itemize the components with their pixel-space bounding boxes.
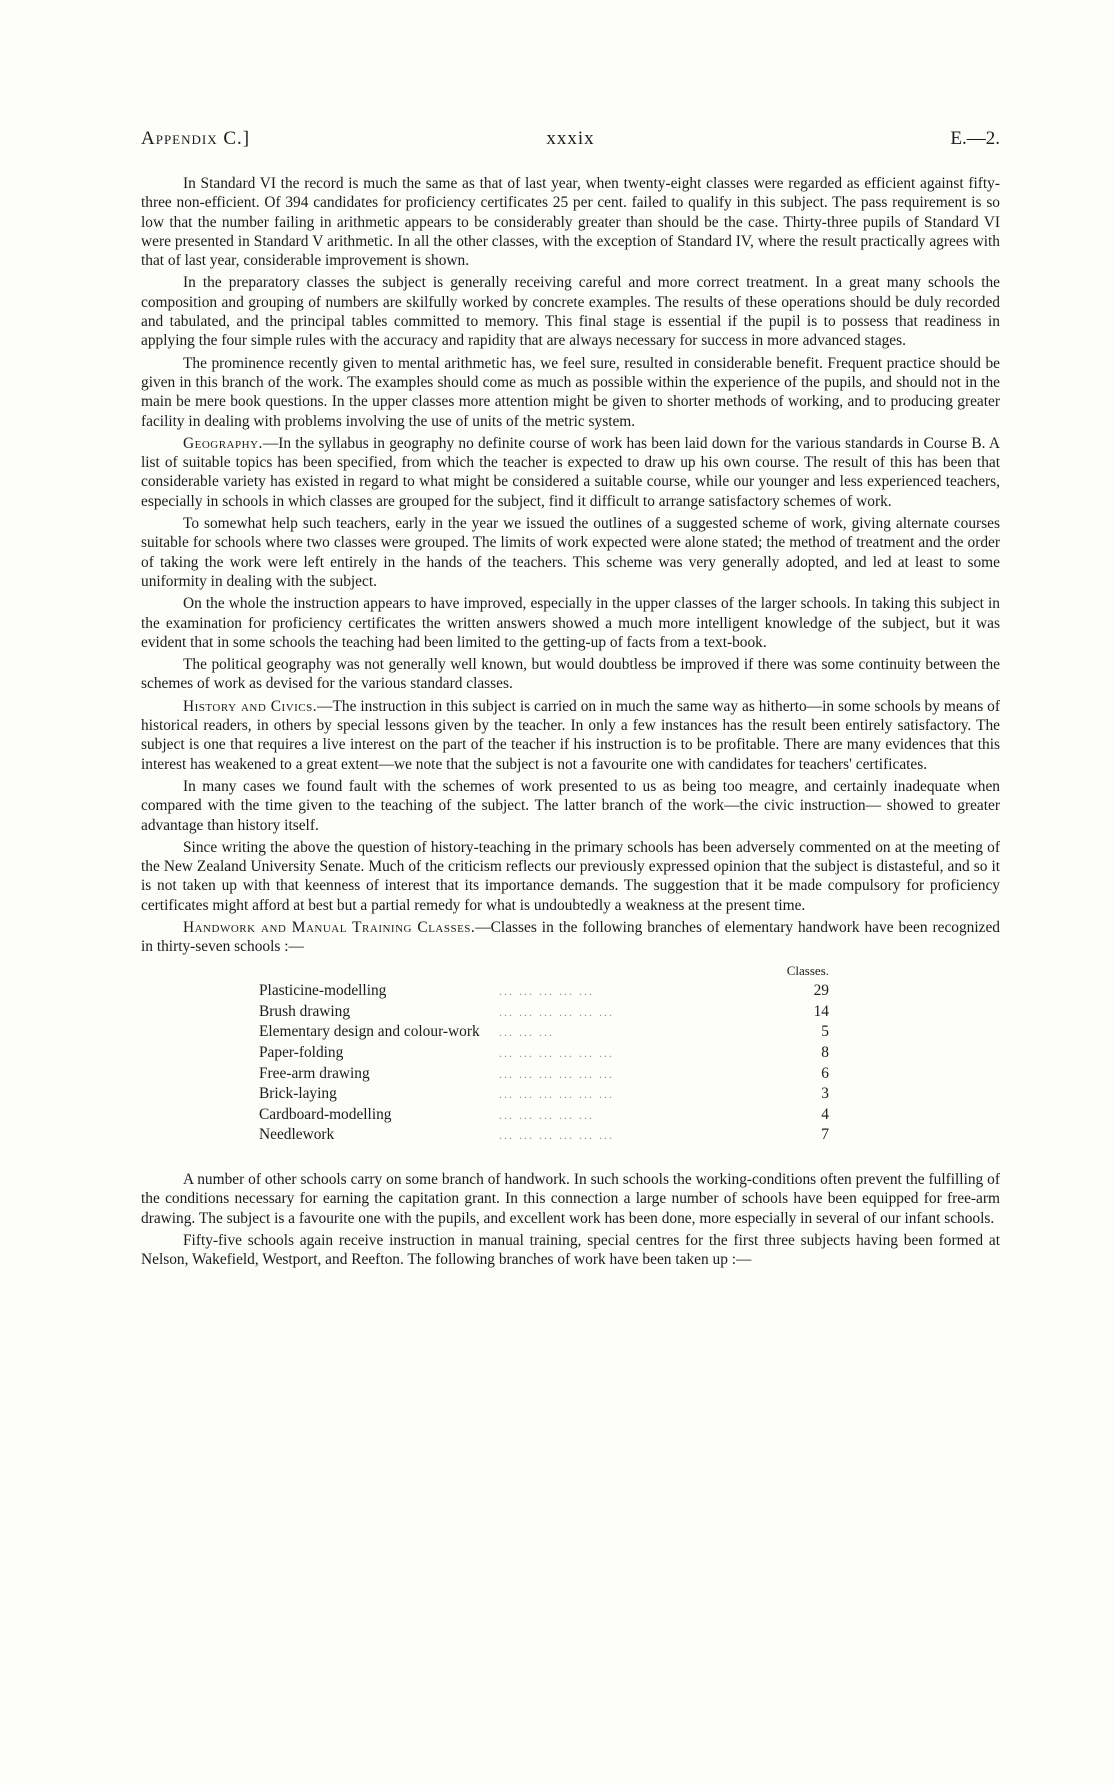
paragraph-preparatory-classes: In the preparatory classes the subject is generally receiving careful and more correct treatment. In a great many schools the composition and grouping of numbers are skilfully worked by concrete examples. The results of these operations should be duly recorded and tabulated, and the principal tables committed to memory. This final stage is essential if the pupil is to possess that readiness in applying the four simple rules with the accuracy and rapidity that are always necessary for success in more advanced stages. bbox=[141, 274, 1000, 350]
header-appendix: Appendix C.] bbox=[141, 128, 251, 149]
table-cell-leader: ... ... ... ... ... ... bbox=[499, 1128, 614, 1143]
paragraph-suggested-scheme: To somewhat help such teachers, early in the year we issued the outlines of a suggested scheme of work, giving alternate courses suitable for schools where two classes were grouped. The limits of work expected were alone stated; the method of treatment and the order of taking the work were left entirely in the hands of the teachers. This scheme was very generally adopted, and led at least to some uniformity in dealing with the subject. bbox=[141, 515, 1000, 590]
body-text bbox=[141, 174, 1000, 1272]
table-cell-leader: ... ... ... ... ... ... bbox=[499, 1004, 614, 1019]
paragraph-mental-arithmetic: The prominence recently given to mental arithmetic has, we feel sure, resulted in considerable benefit. Frequent practice should be given in this branch of the work. The examples should come as much as possible within the experience of the pupils, and should not in the main be mere book questions. In the upper classes more attention might be given to shorter methods of working, and to producing greater facility in dealing with problems involving the use of units of the metric system. bbox=[141, 354, 1000, 430]
table-cell-branch: Cardboard-modelling bbox=[259, 1105, 392, 1123]
page-number: xxxix bbox=[546, 128, 595, 149]
paragraph-university-senate: Since writing the above the question of history-teaching in the primary schools has been adversely commented on at the meeting of the New Zealand University Senate. Much of the criticism reflects our previously expressed opinion that the subject is distasteful, and so it is not taken up with that keenness of interest that its importance demands. The suggestion that it be made compulsory for proficiency certificates might afford at best but a partial remedy for what is undoubtedly a weakness at the present time. bbox=[141, 838, 1000, 914]
table-cell-branch: Elementary design and colour-work bbox=[259, 1023, 480, 1041]
header-report-code: E.—2. bbox=[950, 128, 1000, 149]
table-cell-count: 8 bbox=[821, 1043, 829, 1061]
table-cell-leader: ... ... ... ... ... ... bbox=[499, 1045, 614, 1060]
running-header bbox=[141, 128, 1000, 154]
table-row bbox=[259, 981, 829, 1002]
table-cell-leader: ... ... ... bbox=[499, 1025, 554, 1040]
table-cell-branch: Needlework bbox=[259, 1126, 335, 1144]
geography-text: —In the syllabus in geography no definite course of work has been laid down for the various standards in Course B. A list of suitable topics has been specified, from which the teacher is expected to draw up his own course. The result of this has been that considerable variety has existed in regard to what might be considered a suitable course, while our younger and less experienced teachers, especially in schools in which classes are grouped for the subject, find it difficult to arrange satisfactory schemes of work. bbox=[141, 434, 1000, 510]
table-row bbox=[259, 1022, 829, 1043]
section-heading-geography: Geography. bbox=[183, 434, 263, 452]
table-row bbox=[259, 1064, 829, 1085]
table-cell-branch: Brush drawing bbox=[259, 1002, 351, 1020]
table-column-header: Classes. bbox=[786, 962, 829, 978]
table-row bbox=[259, 1002, 829, 1023]
table-cell-count: 4 bbox=[821, 1105, 829, 1123]
paragraph-instruction-improved: On the whole the instruction appears to have improved, especially in the upper classes of the larger schools. In taking this subject in the examination for proficiency certificates the written answers showed a much more intelligent knowledge of the subject, but it was evident that in some schools the teaching had been limited to the getting-up of facts from a text-book. bbox=[141, 595, 1000, 651]
table-row bbox=[259, 1125, 829, 1146]
paragraph-handwork bbox=[141, 918, 1000, 957]
table-row bbox=[259, 1084, 829, 1105]
table-cell-leader: ... ... ... ... ... ... bbox=[499, 1087, 614, 1102]
table-cell-leader: ... ... ... ... ... bbox=[499, 1107, 594, 1122]
table-cell-count: 14 bbox=[813, 1002, 829, 1020]
table-row bbox=[259, 1043, 829, 1064]
table-cell-count: 6 bbox=[821, 1064, 829, 1082]
paragraph-geography bbox=[141, 434, 1000, 511]
table-cell-count: 7 bbox=[821, 1126, 829, 1144]
table-row bbox=[259, 1105, 829, 1126]
table-cell-leader: ... ... ... ... ... bbox=[499, 984, 594, 999]
paragraph-schemes-meagre: In many cases we found fault with the schemes of work presented to us as being too meagre, and certainly inadequate when compared with the time given to the teaching of the subject. The latter branch of the work—the civic instruction— showed to greater advantage than history itself. bbox=[141, 777, 1000, 834]
table-cell-branch: Free-arm drawing bbox=[259, 1064, 370, 1082]
section-heading-handwork: Handwork and Manual Training Classes. bbox=[183, 918, 476, 936]
history-text: —The instruction in this subject is carried on in much the same way as hitherto—in some schools by means of historical readers, in others by special lessons given by the teacher. In only a few instances has the result been entirely satisfactory. The subject is one that requires a live interest on the part of the teacher if his instruction is to be profitable. There are many evidences that this interest has weakened to a great extent—we note that the subject is not a favourite one with candidates for teachers' certificates. bbox=[141, 697, 1000, 773]
paragraph-other-schools: A number of other schools carry on some branch of handwork. In such schools the working-conditions often prevent the fulfilling of the conditions necessary for earning the capitation grant. In this connection a large number of schools have been equipped for free-arm drawing. The subject is a favourite one with the pupils, and excellent work has been done, more especially in several of our infant schools. bbox=[141, 1170, 1000, 1227]
table-cell-branch: Plasticine-modelling bbox=[259, 982, 387, 1000]
section-heading-history: History and Civics. bbox=[183, 697, 318, 715]
table-cell-count: 5 bbox=[821, 1023, 829, 1041]
closing-section bbox=[141, 1170, 1000, 1269]
paragraph-history bbox=[141, 697, 1000, 774]
table-cell-count: 29 bbox=[813, 982, 829, 1000]
table-cell-count: 3 bbox=[821, 1085, 829, 1103]
table-cell-branch: Paper-folding bbox=[259, 1043, 344, 1061]
paragraph-standard-vi: In Standard VI the record is much the same as that of last year, when twenty-eight classes were regarded as efficient against fifty-three non-efficient. Of 394 candidates for proficiency certificates 25 per cent. failed to qualify in this subject. The pass requirement is so low that the number failing in arithmetic appears to be considerably greater than should be the case. Thirty-three pupils of Standard VI were presented in Standard V arithmetic. In all the other classes, with the exception of Standard IV, where the result practically agrees with that of last year, considerable improvement is shown. bbox=[141, 175, 1000, 270]
table-cell-branch: Brick-laying bbox=[259, 1085, 337, 1103]
paragraph-manual-training: Fifty-five schools again receive instruction in manual training, special centres for the first three subjects having been formed at Nelson, Wakefield, Westport, and Reefton. The following branches of work have been taken up :— bbox=[141, 1231, 1000, 1269]
handwork-classes-table bbox=[259, 961, 829, 1146]
paragraph-political-geography: The political geography was not generally well known, but would doubtless be improved if there was some continuity between the schemes of work as devised for the various standard classes. bbox=[141, 656, 1000, 693]
handwork-text: —Classes in the following branches of elementary handwork have been recognized in thirty-seven schools :— bbox=[141, 918, 1000, 956]
table-cell-leader: ... ... ... ... ... ... bbox=[499, 1066, 614, 1081]
